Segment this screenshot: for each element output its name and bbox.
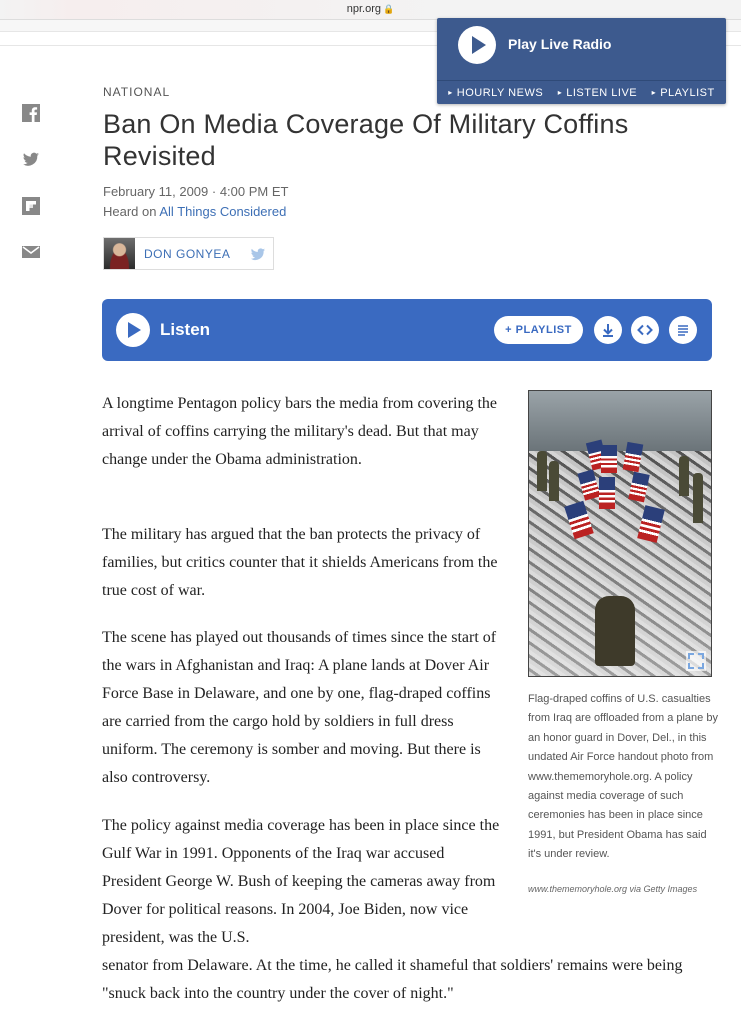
program-link[interactable]: All Things Considered xyxy=(159,204,287,219)
image-coffin xyxy=(577,469,600,500)
image-coffin xyxy=(564,501,594,540)
article-date: February 11, 2009 · 4:00 PM ET xyxy=(103,184,289,199)
url-text: npr.org xyxy=(346,3,382,15)
image-soldier xyxy=(679,456,689,496)
playlist-link[interactable]: ▸ PLAYLIST xyxy=(652,87,715,99)
download-icon[interactable] xyxy=(594,316,622,344)
image-coffin xyxy=(623,442,644,472)
play-live-radio-button[interactable] xyxy=(458,26,496,64)
article-paragraph: senator from Delaware. At the time, he called it shameful that soldiers' remains were being "snuck back into the country under the cover of night." xyxy=(102,957,683,1002)
transcript-icon[interactable] xyxy=(669,316,697,344)
facebook-icon[interactable] xyxy=(22,104,40,122)
image-coffin xyxy=(628,472,649,503)
heard-on-prefix: Heard on xyxy=(103,204,160,219)
image-soldier xyxy=(693,473,703,523)
lock-icon: 🔒 xyxy=(383,4,395,14)
article-paragraph: The scene has played out thousands of times since the start of the wars in Afghanistan and Iraq: A plane lands at Dover Air Force Base in Delaware, and one by one, flag-draped coffins are carried from the cargo hold by soldiers in full dress uniform. The ceremony is somber and moving. But there is also controversy. xyxy=(102,629,497,786)
image-coffin xyxy=(637,505,665,543)
flipboard-icon[interactable] xyxy=(22,197,40,215)
embed-icon[interactable] xyxy=(631,316,659,344)
article-headline: Ban On Media Coverage Of Military Coffins Revisited xyxy=(103,109,629,171)
live-radio-links xyxy=(437,80,726,104)
article-paragraph: The policy against media coverage has been in place since the Gulf War in 1991. Opponents of the Iraq war accused President George W. Bush of keeping the cameras away from Dover for political reasons. In 2004, Joe Biden, now vice president, was the U.S. xyxy=(102,817,500,946)
expand-icon[interactable] xyxy=(686,651,706,671)
listen-play-button[interactable] xyxy=(116,313,150,347)
image-soldier xyxy=(537,451,547,491)
listen-live-link[interactable]: ▸ LISTEN LIVE xyxy=(558,87,637,99)
image-coffin xyxy=(599,477,615,509)
live-radio-title[interactable]: Play Live Radio xyxy=(508,36,612,52)
listen-label[interactable]: Listen xyxy=(160,320,211,339)
author-twitter-icon[interactable] xyxy=(250,246,266,262)
article-paragraph: A longtime Pentagon policy bars the media from covering the arrival of coffins carrying the military's dead. But that may change under the Obama administration. xyxy=(102,395,498,468)
address-bar[interactable] xyxy=(0,0,741,20)
heard-on-line xyxy=(103,204,286,219)
image-coffin xyxy=(601,445,617,473)
live-radio-panel xyxy=(437,18,726,104)
hourly-news-link[interactable]: ▸ HOURLY NEWS xyxy=(448,87,543,99)
author-card[interactable] xyxy=(103,237,274,270)
twitter-icon[interactable] xyxy=(22,150,40,168)
audio-player xyxy=(102,299,712,361)
article-image[interactable] xyxy=(528,390,712,677)
section-label[interactable]: NATIONAL xyxy=(103,85,171,99)
image-caption: Flag-draped coffins of U.S. casualties from Iraq are offloaded from a plane by an honor guard in Dover, Del., in this undated Air Force handout photo from www.thememoryhole.org. A policy against media coverage of such ceremonies has been in place since 1991, but President Obama has said it's under review. xyxy=(528,693,718,861)
image-kneeling-soldier xyxy=(595,596,635,666)
email-icon[interactable] xyxy=(22,243,40,261)
author-name[interactable]: DON GONYEA xyxy=(144,247,231,261)
image-ceiling xyxy=(529,391,712,451)
add-to-playlist-button[interactable]: + PLAYLIST xyxy=(494,316,583,344)
author-avatar xyxy=(104,238,135,269)
article-paragraph: The military has argued that the ban protects the privacy of families, but critics counter that it shields Americans from the true cost of war. xyxy=(102,526,498,599)
image-credit: www.thememoryhole.org via Getty Images xyxy=(528,884,698,894)
image-soldier xyxy=(549,461,559,501)
